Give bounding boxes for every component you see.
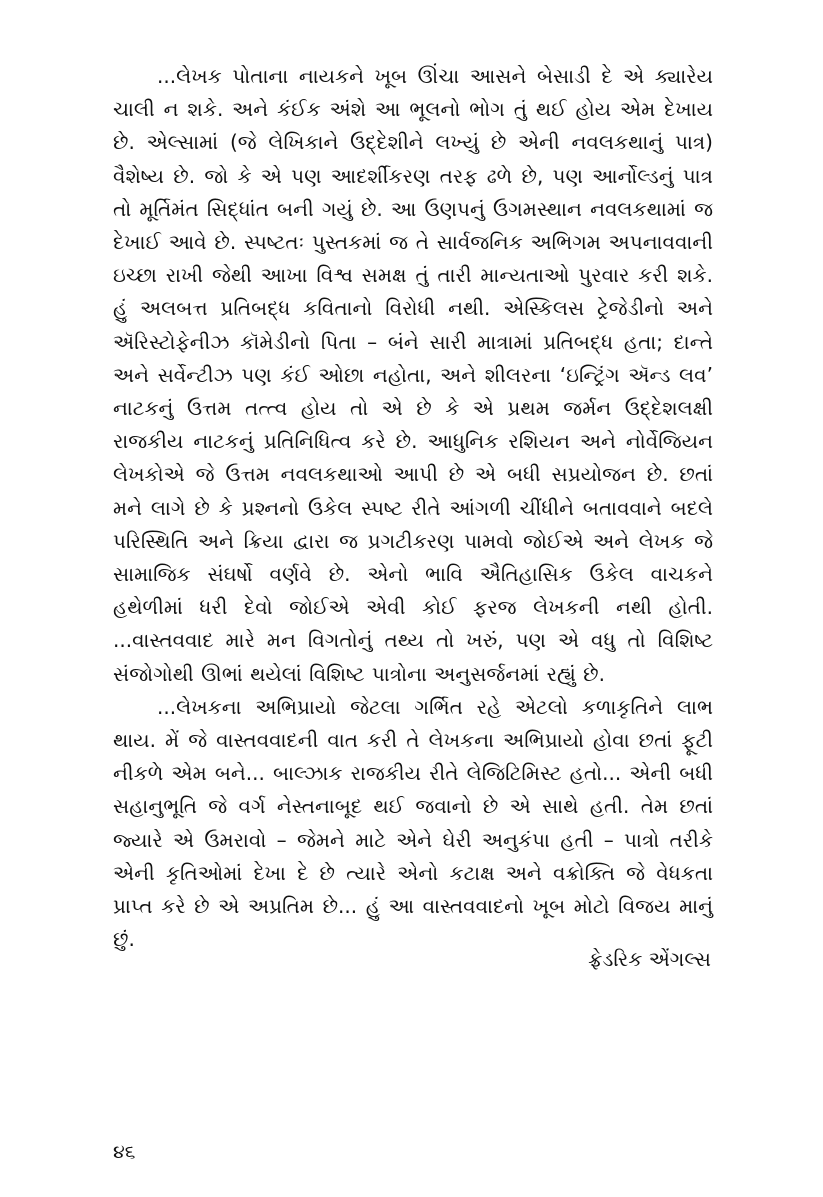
paragraph-2: ...લેખકના અભિપ્રાયો જેટલા ગર્ભિત રહે એટલો કળાકૃતિને લાભ થાય. મેં જે વાસ્તવવાદની વાત કરી તે લેખકના અભિપ્રાયો હોવા છતાં ફૂટી નીકળે એમ બને... બાલ્ઝાક રાજકીય રીતે લેજિટિમિસ્ટ હતો... એની બધી સહાનુભૂતિ જે વર્ગ નેસ્તનાબૂદ થઈ જવાનો છે એ સાથે હતી. તેમ છતાં જ્યારે એ ઉમરાવો – જેમને માટે એને ઘેરી અનુકંપા હતી – પાત્રો તરીકે એની કૃતિઓમાં દેખા દે છે ત્યારે એનો કટાક્ષ અને વક્રોક્તિ જે વેધકતા પ્રાપ્ત કરે છે એ અપ્રતિમ છે... હું આ વાસ્તવવાદનો ખૂબ મોટો વિજય માનું છું. xyxy=(113,694,713,952)
body-text xyxy=(113,60,713,956)
author-signature: ફ્રેડરિક એંગલ્સ xyxy=(588,947,711,971)
paragraph-1: ...લેખક પોતાના નાયકને ખૂબ ઊંચા આસને બેસાડી દે એ ક્યારેય ચાલી ન શકે. અને કંઈક અંશે આ ભૂલનો ભોગ તું થઈ હોય એમ દેખાય છે. એલ્સામાં (જે લેખિકાને ઉદ્દેશીને લખ્યું છે એની નવલકથાનું પાત્ર) વૈશેષ્ય છે. જો કે એ પણ આદર્શીકરણ તરફ ઢળે છે, પણ આર્નોલ્ડનું પાત્ર તો મૂર્તિમંત સિદ્ધાંત બની ગયું છે. આ ઉણપનું ઉગમસ્થાન નવલકથામાં જ દેખાઈ આવે છે. સ્પષ્ટતઃ પુસ્તકમાં જ તે સાર્વજનિક અભિગમ અપનાવવાની ઇચ્છા રાખી જેથી આખા વિશ્વ સમક્ષ તું તારી માન્યતાઓ પુરવાર કરી શકે. હું અલબત્ત પ્રતિબદ્ધ કવિતાનો વિરોધી નથી. એસ્કિલસ ટ્રેજેડીનો અને ઍરિસ્ટોફેનીઝ કૉમેડીનો પિતા – બંને સારી માત્રામાં પ્રતિબદ્ધ હતા; દાન્તે અને સર્વેન્ટીઝ પણ કંઈ ઓછા નહોતા, અને શીલરના ‘ઇન્ટ્રિંગ ઍન્ડ લવ’ નાટકનું ઉત્તમ તત્ત્વ હોય તો એ છે કે એ પ્રથમ જર્મન ઉદ્દેશલક્ષી રાજકીય નાટકનું પ્રતિનિધિત્વ કરે છે. આધુનિક રશિયન અને નોર્વેજિયન લેખકોએ જે ઉત્તમ નવલકથાઓ આપી છે એ બધી સપ્રયોજન છે. છતાં મને લાગે છે કે પ્રશ્નનો ઉકેલ સ્પષ્ટ રીતે આંગળી ચીંધીને બતાવવાને બદલે પરિસ્થિતિ અને ક્રિયા દ્વારા જ પ્રગટીકરણ પામવો જોઈએ અને લેખક જે સામાજિક સંઘર્ષો વર્ણવે છે. એનો ભાવિ ઐતિહાસિક ઉકેલ વાચકને હથેળીમાં ધરી દેવો જોઈએ એવી કોઈ ફરજ લેખકની નથી હોતી. ...વાસ્તવવાદ મારે મન વિગતોનું તથ્ય તો ખરું, પણ એ વધુ તો વિશિષ્ટ સંજોગોથી ઊભાં થયેલાં વિશિષ્ટ પાત્રોના અનુસર્જનમાં રહ્યું છે. xyxy=(113,64,713,686)
page-number: ૪૬ xyxy=(113,1141,136,1163)
